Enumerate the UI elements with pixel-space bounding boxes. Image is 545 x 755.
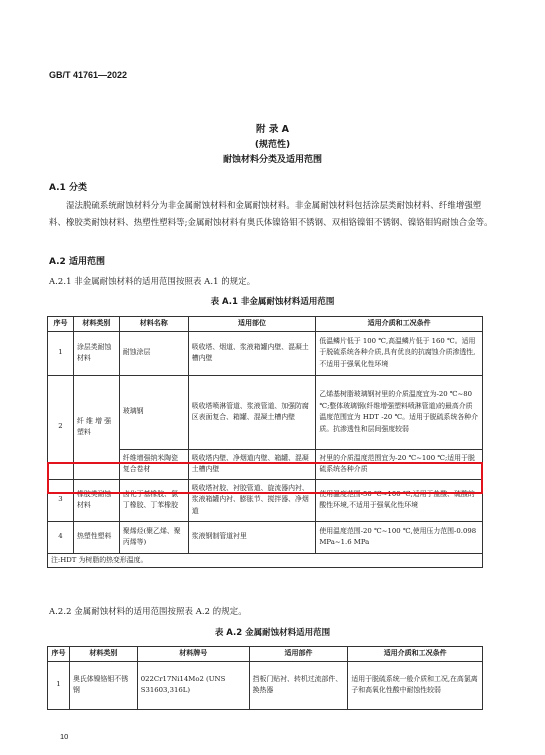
table-header-cell: 适用介质和工况条件 [348, 647, 483, 662]
applicable-location: 吸收塔内壁、净烟道内壁、箱罐、混凝土槽内壁 [188, 449, 316, 479]
applicable-conditions: 使用温度范围-50 ℃~100 ℃,适用于盐酸、硫酸的酸性环境,不适用于强氧化性环境 [316, 479, 483, 521]
table-header-cell: 适用介质和工况条件 [316, 317, 483, 332]
document-code: GB/T 41761—2022 [49, 70, 128, 80]
row-number: 3 [48, 479, 74, 521]
appendix-title: 附 录 A [256, 124, 289, 135]
applicable-conditions: 低温鳞片低于 100 ℃,高温鳞片低于 160 ℃。适用于脱硫系统各种介质,具有优良的抗腐蚀介质渗透性,不适用于强氧化性环境 [316, 331, 483, 375]
table-a2 [47, 646, 483, 710]
section-a21-text: A.2.1 非金属耐蚀材料的适用范围按照表 A.1 的规定。 [49, 276, 256, 286]
highlight-box [47, 462, 483, 494]
table-header-cell: 材料牌号 [137, 647, 249, 662]
applicable-parts: 挡板门贴衬、转机过流部件、换热器 [249, 661, 348, 709]
applicable-conditions: 适用于脱硫系统一般介质和工况,在高氯离子和高氧化性酸中耐蚀性较弱 [348, 661, 483, 709]
applicable-location: 吸收塔衬胶、衬胶管道、旋流器内衬、浆液箱罐内衬、膨胀节、搅拌器、净烟道 [188, 479, 316, 521]
row-number: 4 [48, 521, 74, 553]
row-number: 1 [48, 331, 74, 375]
material-category: 奥氏体镍铬钼不锈钢 [69, 661, 137, 709]
row-number: 1 [48, 661, 70, 709]
applicable-conditions: 衬里的介质温度范围宜为-20 ℃~100 ℃;适用于脱硫系统各种介质 [316, 449, 483, 479]
applicable-conditions: 使用温度范围-20 ℃~100 ℃,使用压力范围-0.098 MPa~1.6 MPa [316, 521, 483, 553]
material-category: 热塑性塑料 [73, 521, 119, 553]
section-a2-heading: A.2 适用范围 [49, 257, 105, 267]
table-a2-caption: 表 A.2 金属耐蚀材料适用范围 [214, 628, 331, 638]
material-name: 纤维增强纳米陶瓷复合卷材 [119, 449, 188, 479]
table-header-cell: 适用部位 [188, 317, 316, 332]
applicable-conditions: 乙烯基树脂玻璃钢衬里的介质温度宜为-20 ℃~80 ℃;整体玻璃钢(纤维增强塑料喷淋管道)的最高介质温度范围宜为 HDT -20 ℃。适用于脱硫系统各种介质。抗渗透性和层间强度较弱 [316, 375, 483, 449]
material-name: 耐蚀涂层 [119, 331, 188, 375]
table-row [48, 661, 483, 709]
material-grade: 022Cr17Ni14Mo2 (UNS S31603,316L) [137, 661, 249, 709]
table-note-row [48, 553, 483, 568]
material-name: 聚烯烃(聚乙烯、聚丙烯等) [119, 521, 188, 553]
appendix-subtitle: 耐蚀材料分类及适用范围 [222, 155, 322, 165]
table-note: 注:HDT 为树脂的热变形温度。 [48, 553, 483, 568]
table-row [48, 331, 483, 375]
material-category: 纤 维 增 强 塑料 [73, 375, 119, 479]
section-a1-text: 湿法脱硫系统耐蚀材料分为非金属耐蚀材料和金属耐蚀材料。非金属耐蚀材料包括涂层类耐蚀材料、纤维增强塑料、橡胶类耐蚀材料、热塑性塑料等;金属耐蚀材料有奥氏体镍铬钼不锈钢、双相铬镍钼不锈钢、镍铬钼钨耐蚀合金等。 [49, 200, 493, 227]
section-a1-heading: A.1 分类 [49, 183, 87, 193]
table-header-row [48, 647, 483, 662]
table-header-cell: 序号 [48, 317, 74, 332]
table-row [48, 375, 483, 449]
table-a1 [47, 316, 483, 568]
table-header-cell: 材料名称 [119, 317, 188, 332]
table-header-row [48, 317, 483, 332]
material-category: 橡胶类耐蚀材料 [73, 479, 119, 521]
table-header-cell: 适用部件 [249, 647, 348, 662]
appendix-nature: (规范性) [254, 140, 291, 150]
table-header-cell: 序号 [48, 647, 70, 662]
applicable-location: 吸收塔喷淋管道、浆液管道、加强防腐区表面复合、箱罐、混凝土槽内壁 [188, 375, 316, 449]
table-a1-caption: 表 A.1 非金属耐蚀材料适用范围 [210, 297, 335, 307]
page-number: 10 [60, 732, 69, 741]
row-number: 2 [48, 375, 74, 479]
table-header-cell: 材料类别 [69, 647, 137, 662]
table-row [48, 521, 483, 553]
material-name: 玻璃钢 [119, 375, 188, 449]
applicable-location: 吸收塔、烟道、浆液箱罐内壁、混凝土槽内壁 [188, 331, 316, 375]
applicable-location: 浆液钢制管道衬里 [188, 521, 316, 553]
table-header-cell: 材料类别 [73, 317, 119, 332]
section-a22-text: A.2.2 金属耐蚀材料的适用范围按照表 A.2 的规定。 [49, 606, 247, 616]
material-name: 卤化丁基橡胶、氯丁橡胶、丁苯橡胶 [119, 479, 188, 521]
material-category: 涂层类耐蚀材料 [73, 331, 119, 375]
